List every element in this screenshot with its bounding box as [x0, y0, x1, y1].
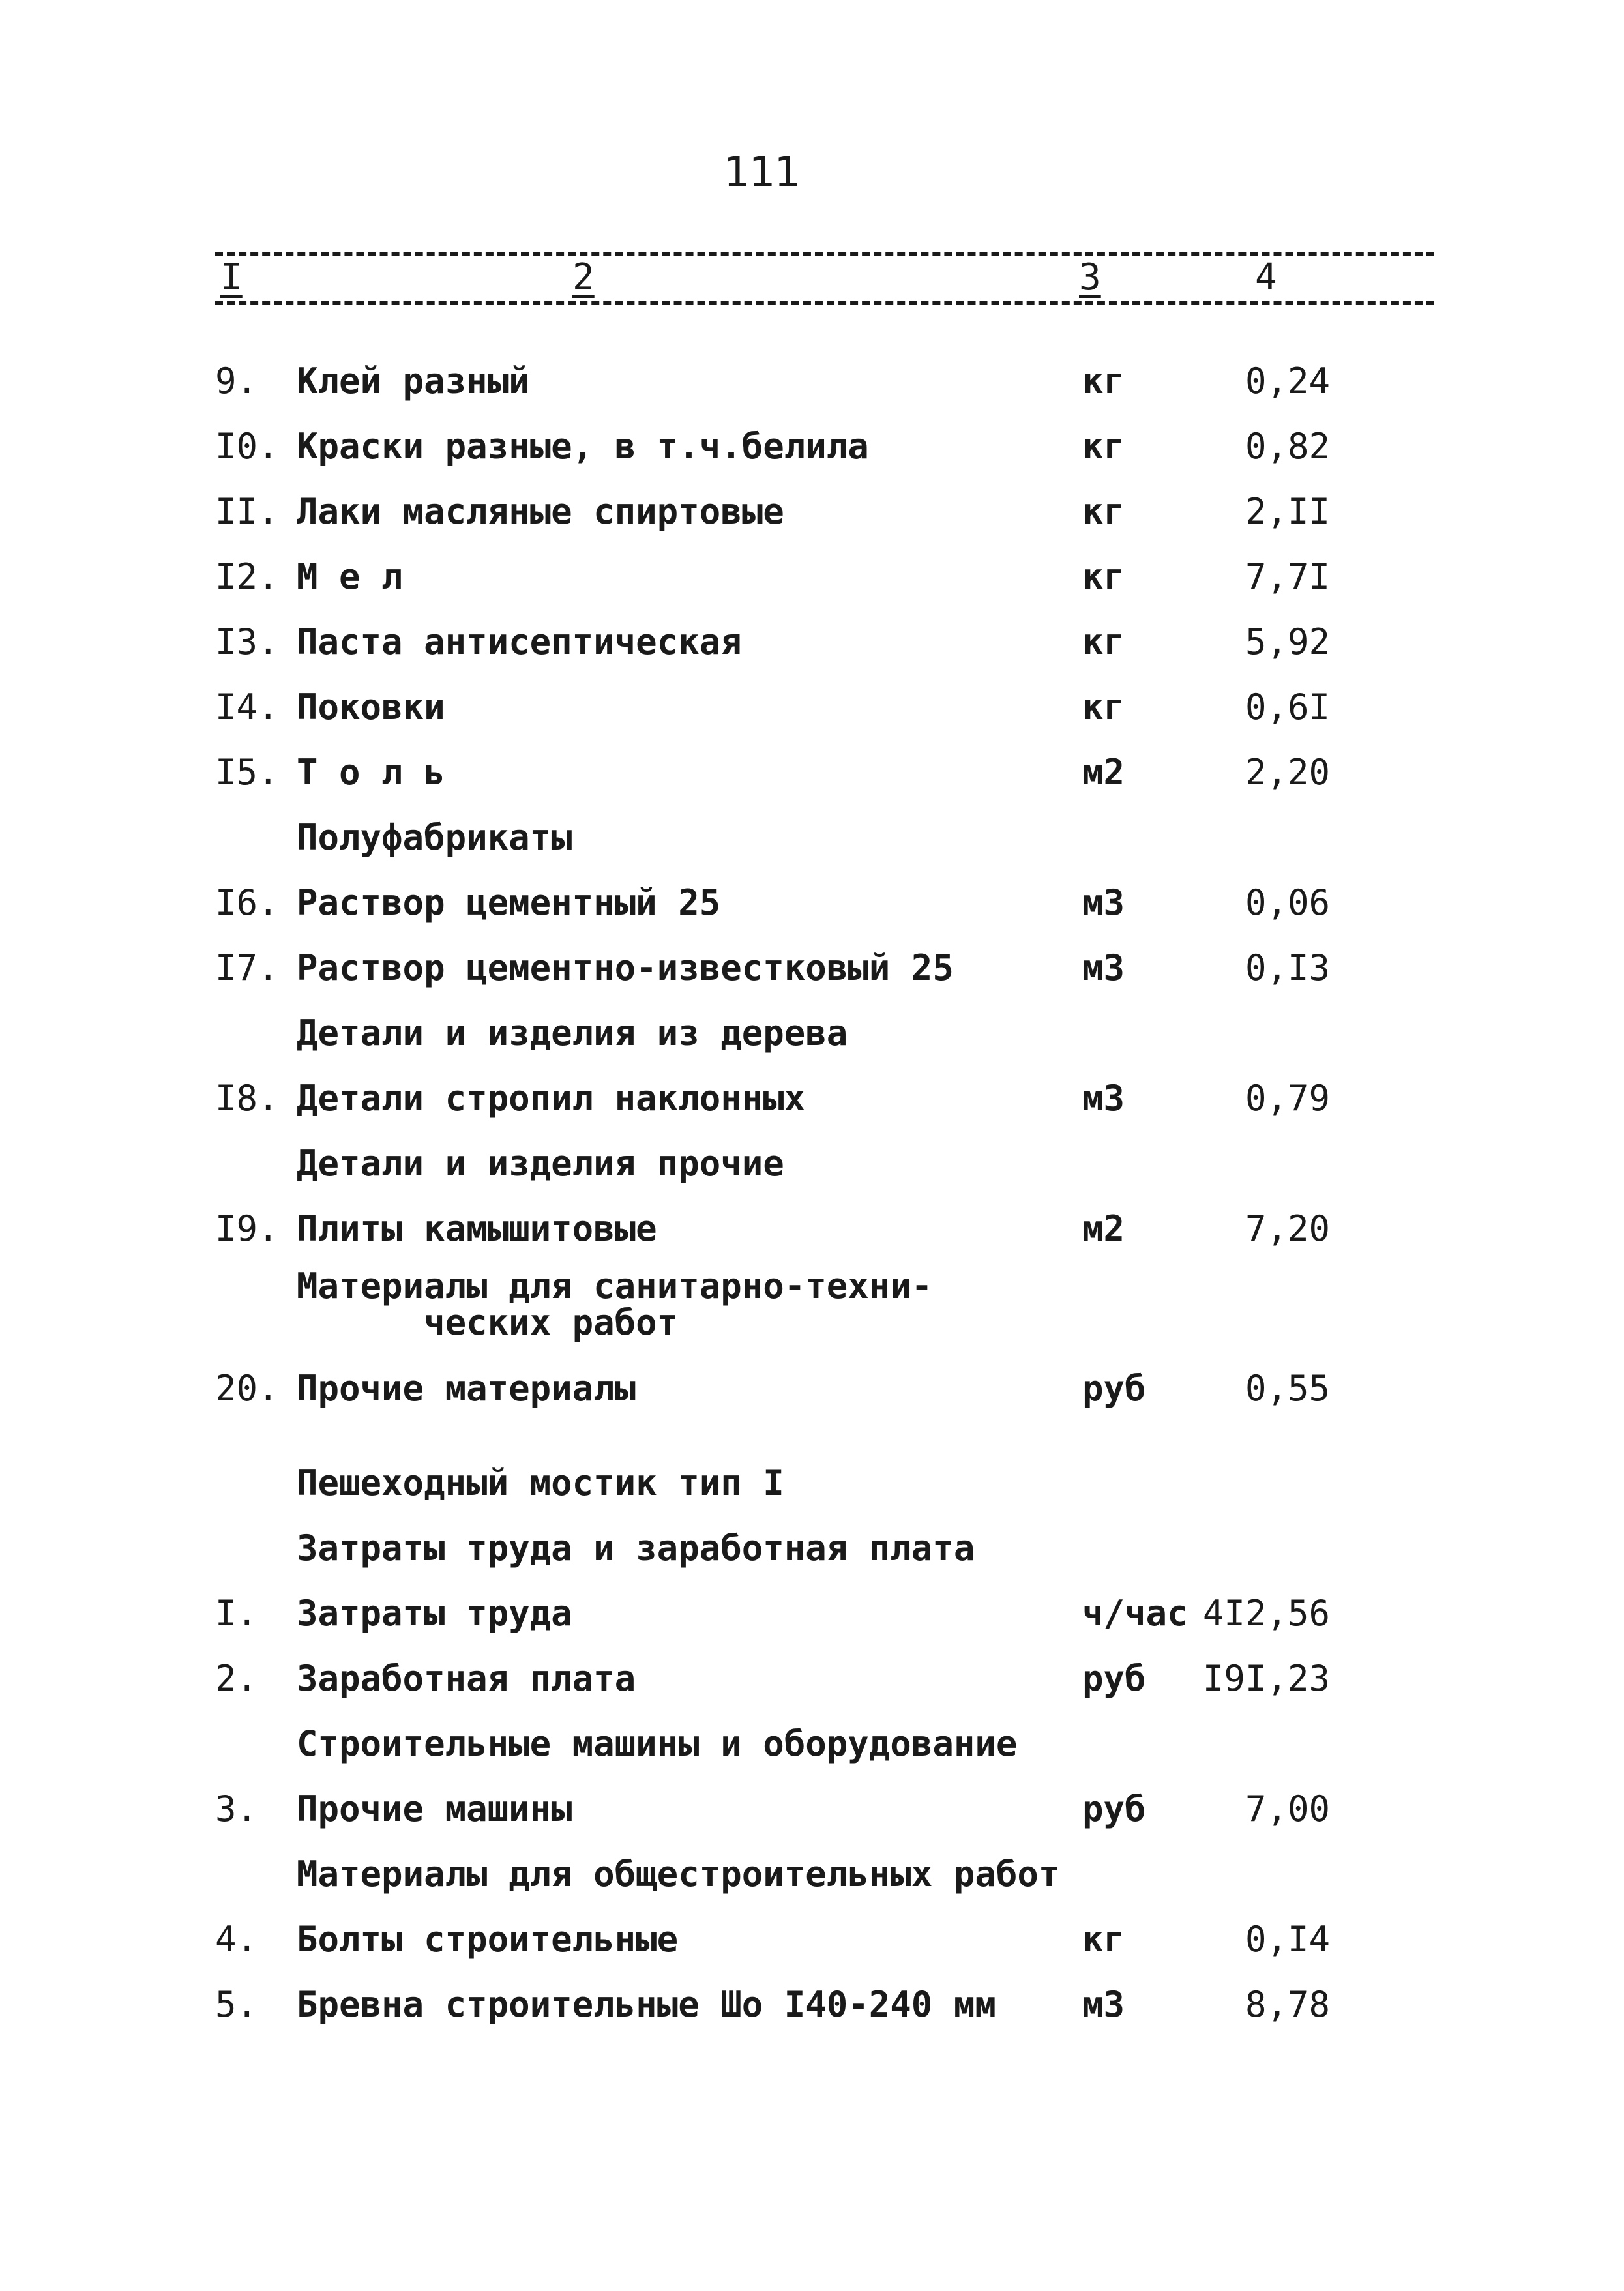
row-value: 8,78 [1245, 1984, 1330, 2025]
row-number: I9. [215, 1208, 279, 1249]
row-name: Пешеходный мостик тип I [297, 1462, 784, 1503]
row-name: Паста антисептическая [297, 621, 742, 662]
row-name: Краски разные, в т.ч.белила [297, 426, 869, 467]
row-name: Полуфабрикаты [297, 817, 572, 858]
table-row [0, 551, 1624, 603]
row-value: 0,24 [1245, 361, 1330, 402]
row-name: Прочие машины [297, 1788, 572, 1829]
page-number: 111 [724, 149, 800, 197]
table-row [0, 1203, 1624, 1255]
section-heading [0, 1007, 1624, 1059]
header-col-1: I [220, 256, 243, 299]
header-top-rule [215, 252, 1434, 256]
table-row [0, 1588, 1624, 1640]
row-value: 0,I3 [1245, 947, 1330, 988]
section-heading [0, 1138, 1624, 1190]
row-name: Детали и изделия прочие [297, 1143, 784, 1184]
table-row [0, 1363, 1624, 1415]
table-row [0, 1979, 1624, 2031]
row-name: М е л [297, 556, 403, 597]
row-name: Поковки [297, 687, 445, 728]
row-number: II. [215, 491, 279, 532]
row-name: Затраты труда и заработная плата [297, 1528, 975, 1569]
row-unit: кг [1082, 687, 1125, 728]
row-unit: м3 [1082, 1984, 1125, 2025]
row-value: 7,20 [1245, 1208, 1330, 1249]
row-unit: кг [1082, 426, 1125, 467]
row-number: 3. [215, 1788, 258, 1829]
row-unit: руб [1082, 1658, 1146, 1699]
row-number: I4. [215, 687, 279, 728]
row-name: Болты строительные [297, 1919, 679, 1960]
row-name: Прочие материалы [297, 1368, 636, 1409]
row-number: I7. [215, 947, 279, 988]
header-col-2: 2 [572, 256, 595, 299]
row-name: Материалы для санитарно-техни- ческих работ [297, 1265, 933, 1343]
row-unit: руб [1082, 1788, 1146, 1829]
section-heading [0, 1522, 1624, 1574]
row-value: 0,I4 [1245, 1919, 1330, 1960]
table-row [0, 421, 1624, 473]
row-unit: руб [1082, 1368, 1146, 1409]
row-number: 20. [215, 1368, 279, 1409]
row-number: 2. [215, 1658, 258, 1699]
table-row [0, 1783, 1624, 1835]
section-heading [0, 1265, 1624, 1343]
row-number: I5. [215, 752, 279, 793]
row-value: 4I2,56 [1202, 1593, 1330, 1634]
table-row [0, 486, 1624, 538]
table-row [0, 1914, 1624, 1966]
row-value: 5,92 [1245, 621, 1330, 662]
row-value: 0,79 [1245, 1078, 1330, 1119]
row-number: 4. [215, 1919, 258, 1960]
table-row [0, 1653, 1624, 1705]
row-unit: м2 [1082, 752, 1125, 793]
table-row [0, 746, 1624, 799]
row-name: Строительные машины и оборудование [297, 1723, 1018, 1764]
row-name: Плиты камышитовые [297, 1208, 657, 1249]
row-number: I0. [215, 426, 279, 467]
row-unit: кг [1082, 621, 1125, 662]
row-name: Детали и изделия из дерева [297, 1012, 848, 1054]
row-number: I8. [215, 1078, 279, 1119]
row-unit: кг [1082, 1919, 1125, 1960]
row-number: I3. [215, 621, 279, 662]
row-name: Лаки масляные спиртовые [297, 491, 784, 532]
row-number: I2. [215, 556, 279, 597]
table-row [0, 1072, 1624, 1125]
row-unit: кг [1082, 491, 1125, 532]
row-name: Раствор цементно-известковый 25 [297, 947, 954, 988]
table-row [0, 355, 1624, 407]
row-name: Бревна строительные Шо I40-240 мм [297, 1984, 996, 2025]
row-value: I9I,23 [1202, 1658, 1330, 1699]
row-value: 0,06 [1245, 882, 1330, 923]
row-number: I. [215, 1593, 258, 1634]
section-heading [0, 812, 1624, 864]
table-row [0, 942, 1624, 994]
row-name: Раствор цементный 25 [297, 882, 721, 923]
row-name: Материалы для общестроительных работ [297, 1854, 1060, 1895]
row-value: 2,20 [1245, 752, 1330, 793]
row-unit: м3 [1082, 1078, 1125, 1119]
table-row [0, 681, 1624, 733]
row-number: I6. [215, 882, 279, 923]
header-col-4: 4 [1255, 256, 1277, 299]
row-value: 2,II [1245, 491, 1330, 532]
section-heading [0, 1718, 1624, 1770]
row-unit: м3 [1082, 947, 1125, 988]
row-unit: м2 [1082, 1208, 1125, 1249]
row-unit: ч/час [1082, 1593, 1188, 1634]
row-value: 7,7I [1245, 556, 1330, 597]
row-value: 7,00 [1245, 1788, 1330, 1829]
row-name: Заработная плата [297, 1658, 636, 1699]
row-name: Затраты труда [297, 1593, 572, 1634]
table-row [0, 877, 1624, 929]
header-col-3: 3 [1079, 256, 1101, 299]
row-unit: м3 [1082, 882, 1125, 923]
row-name: Клей разный [297, 361, 530, 402]
section-heading [0, 1848, 1624, 1900]
row-value: 0,55 [1245, 1368, 1330, 1409]
row-number: 9. [215, 361, 258, 402]
row-number: 5. [215, 1984, 258, 2025]
row-value: 0,6I [1245, 687, 1330, 728]
table-row [0, 616, 1624, 668]
row-unit: кг [1082, 556, 1125, 597]
section-heading [0, 1457, 1624, 1509]
row-value: 0,82 [1245, 426, 1330, 467]
row-unit: кг [1082, 361, 1125, 402]
row-name: Детали стропил наклонных [297, 1078, 806, 1119]
header-bottom-rule [215, 301, 1434, 305]
row-name: Т о л ь [297, 752, 445, 793]
